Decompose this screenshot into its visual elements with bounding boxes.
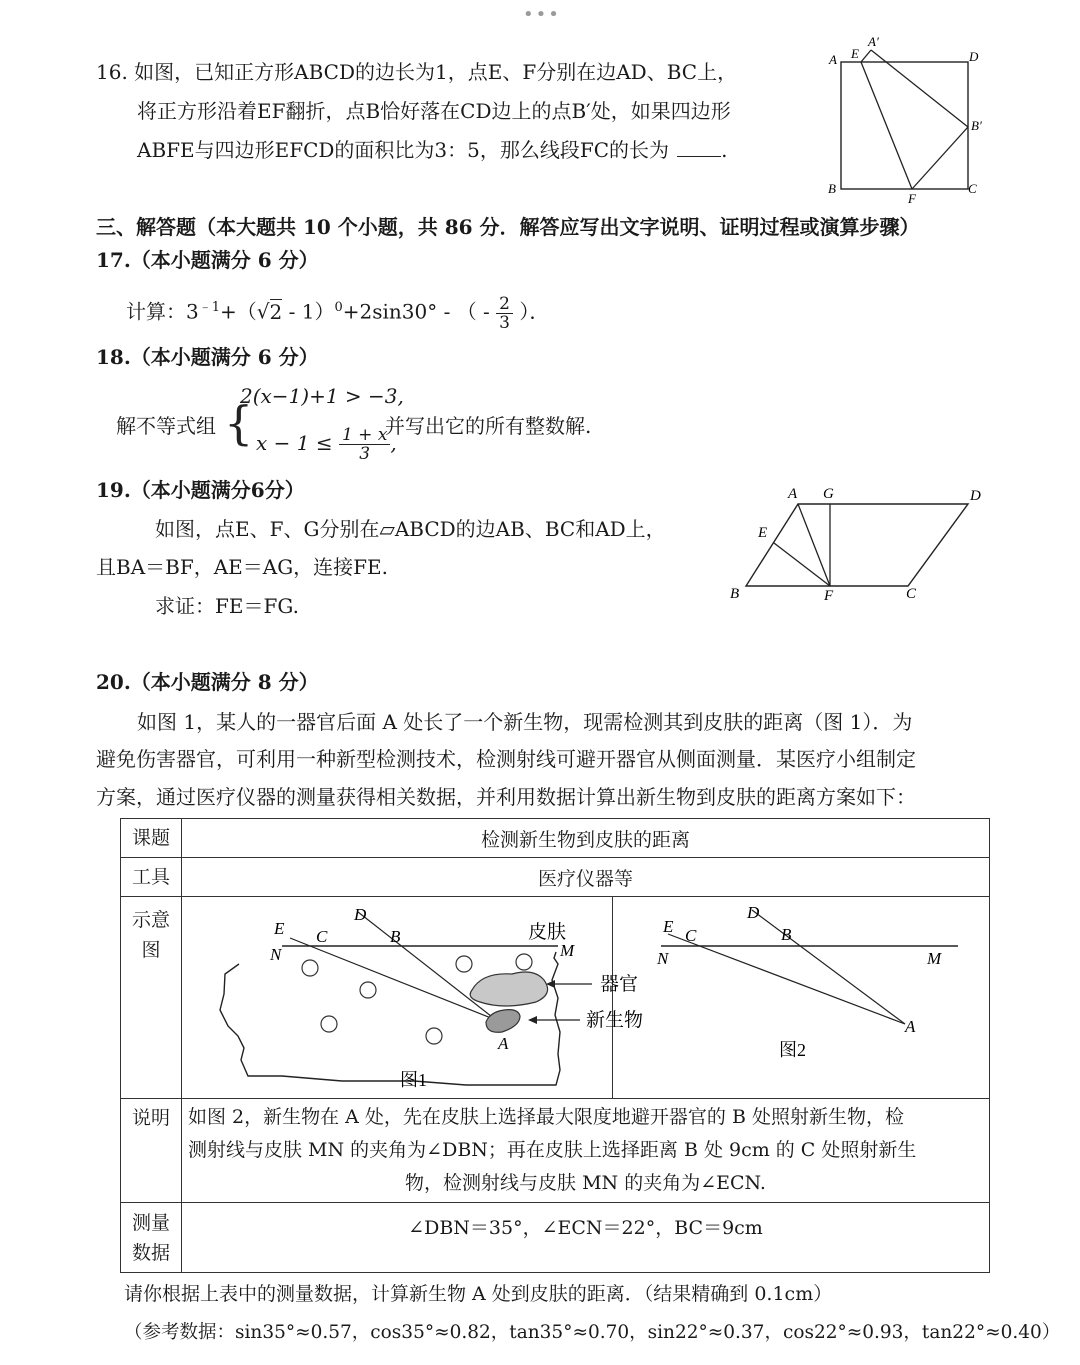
q17-exp1: ﹣1	[198, 300, 221, 315]
q17-fraction	[496, 295, 513, 332]
label-e: E	[758, 525, 768, 541]
note-cell	[182, 1099, 990, 1203]
skin-label: 皮肤	[528, 921, 567, 943]
organ-shape	[470, 972, 547, 1006]
fig1-label-n: N	[270, 944, 282, 964]
cell-circle	[456, 956, 472, 972]
q16-line-1	[96, 58, 737, 86]
data-value: ∠DBN＝35°，∠ECN＝22°，BC＝9cm	[182, 1203, 990, 1273]
fold-line-ef	[861, 62, 912, 189]
sqrt-symbol: √	[256, 299, 270, 324]
label-e: E	[851, 46, 859, 61]
cell-circle	[426, 1028, 442, 1044]
fig2-label-b: B	[781, 924, 792, 944]
q19-figure	[720, 478, 990, 606]
cell-circle	[302, 960, 318, 976]
q18-inequality-1: 2(x−1)+1 > −3,	[240, 384, 404, 408]
q17-suffix: ）．	[519, 299, 550, 324]
note-line-2: 测射线与皮肤 MN 的夹角为∠DBN；再在皮肤上选择距离 B 处 9cm 的 C 处照射新生	[188, 1139, 917, 1161]
q19-line-1: 如图，点E、F、G分别在▱ABCD的边AB、BC和AD上，	[155, 517, 666, 541]
q17-sqrt-val: 2	[269, 299, 283, 324]
data-label-2: 数据	[131, 1241, 170, 1264]
plan-table	[120, 818, 990, 1273]
q16-line-3	[137, 136, 727, 164]
q20-para-2: 避免伤害器官，可利用一种新型检测技术，检测射线可避开器官从侧面测量．某医疗小组制定	[96, 747, 916, 771]
tool-label: 工具	[121, 858, 182, 897]
label-b: B	[828, 181, 836, 196]
label-f: F	[908, 191, 916, 206]
fig1-caption: 图1	[400, 1069, 427, 1090]
fig2-label-a: A	[905, 1016, 916, 1036]
fig2-label-c: C	[685, 925, 697, 945]
tool-value: 医疗仪器等	[182, 858, 990, 897]
figure-1	[182, 898, 644, 1098]
cell-circle	[360, 982, 376, 998]
q20-title: 20.（本小题满分 8 分）	[96, 670, 319, 694]
fig2-caption: 图2	[779, 1039, 806, 1060]
parallelogram-abcd	[746, 504, 968, 586]
diagram-label-1: 示意	[131, 909, 170, 931]
q16-line-2: 将正方形沿着EF翻折，点B恰好落在CD边上的点B′处，如果四边形	[137, 99, 731, 123]
fig1-label-d: D	[354, 904, 367, 924]
figure-2	[613, 898, 989, 1098]
organ-label: 器官	[600, 973, 639, 995]
table-row-diagram	[121, 897, 990, 1099]
section-3-title: 三、解答题（本大题共 10 个小题，共 86 分．解答应写出文字说明、证明过程或演算步骤）	[96, 215, 920, 239]
q20-question: 请你根据上表中的测量数据，计算新生物 A 处到皮肤的距离．（结果精确到 0.1cm）	[124, 1283, 833, 1305]
data-label	[121, 1203, 182, 1273]
label-g: G	[823, 486, 834, 502]
q17-prefix: 计算：3	[126, 299, 199, 324]
q17-expression	[126, 294, 549, 332]
label-b-prime: B′	[971, 118, 982, 133]
data-label-1: 测量	[131, 1211, 170, 1234]
q17-title: 17.（本小题满分 6 分）	[96, 248, 319, 272]
label-a: A	[829, 52, 837, 67]
q16-figure	[815, 30, 995, 205]
ray-ea	[290, 938, 496, 1020]
brace-icon: {	[224, 396, 254, 450]
fig1-label-a: A	[498, 1033, 509, 1053]
q17-exp2: 0	[334, 300, 343, 315]
label-d: D	[969, 49, 979, 64]
label-a: A	[788, 486, 798, 502]
note-line-3: 物，检测射线与皮肤 MN 的夹角为∠ECN.	[405, 1172, 766, 1194]
q19-title: 19.（本小题满分6分）	[96, 478, 305, 502]
growth-arrow-head	[528, 1016, 537, 1024]
ray-da	[752, 910, 905, 1024]
q20-reference: （参考数据：sin35°≈0.57，cos35°≈0.82，tan35°≈0.70，sin22°≈0.37，cos22°≈0.93，tan22°≈0.40）	[124, 1322, 1061, 1343]
q20-para-1: 如图 1，某人的一器官后面 A 处长了一个新生物，现需检测其到皮肤的距离（图 1）．为	[137, 710, 913, 734]
q16-number: 16.	[96, 60, 128, 84]
fig1-label-b: B	[390, 926, 401, 946]
label-f: F	[824, 588, 834, 604]
cell-circle	[516, 954, 532, 970]
q19-line-3: 求证：FE＝FG.	[155, 594, 299, 618]
label-c: C	[906, 586, 917, 602]
menu-dots-icon[interactable]: •••	[523, 4, 561, 25]
table-row-note	[121, 1099, 990, 1203]
q20-para-3: 方案，通过医疗仪器的测量获得相关数据，并利用数据计算出新生物到皮肤的距离方案如下：	[96, 785, 916, 809]
ineq2-num: 1 + x	[339, 426, 390, 445]
fig1-label-e: E	[274, 918, 285, 938]
segment-fb-prime	[912, 127, 968, 189]
q18-lead: 解不等式组	[116, 414, 216, 438]
answer-blank	[677, 138, 721, 157]
cell-circle	[321, 1016, 337, 1032]
label-c: C	[968, 181, 977, 196]
fig2-label-e: E	[663, 916, 674, 936]
segment-ea-prime	[861, 50, 871, 62]
ineq2-left: x − 1 ≤	[256, 431, 333, 455]
diagram-label	[121, 897, 182, 1099]
fig1-label-m: M	[560, 940, 575, 960]
fig2-label-m: M	[927, 948, 942, 968]
q18-inequality-2	[256, 426, 397, 463]
table-row-tool	[121, 858, 990, 897]
fig1-label-c: C	[316, 926, 328, 946]
ineq2-tail: ,	[390, 431, 397, 455]
q17-part3: - 1）	[282, 299, 335, 324]
label-d: D	[970, 488, 981, 504]
q19-line-2: 且BA＝BF，AE＝AG，连接FE.	[96, 555, 389, 579]
q16-text-1: 如图，已知正方形ABCD的边长为1，点E、F分别在边AD、BC上，	[134, 60, 738, 84]
fig2-label-d: D	[747, 902, 760, 922]
table-row-topic	[121, 819, 990, 858]
ineq2-fraction	[339, 426, 390, 463]
q18-title: 18.（本小题满分 6 分）	[96, 345, 319, 369]
label-b: B	[730, 586, 740, 602]
diagram-label-2: 图	[141, 939, 161, 961]
q17-part4: +2sin30° - （ -	[342, 299, 490, 324]
q17-part2: +（	[220, 299, 257, 324]
ray-ea	[668, 934, 905, 1024]
frac-den: 3	[499, 312, 510, 333]
ineq2-den: 3	[359, 444, 371, 464]
q16-text-3-end: .	[721, 138, 728, 162]
note-label: 说明	[121, 1099, 182, 1203]
table-row-data	[121, 1203, 990, 1273]
frac-num: 2	[496, 295, 513, 314]
q18-tail: 并写出它的所有整数解.	[385, 414, 592, 438]
topic-value: 检测新生物到皮肤的距离	[182, 819, 990, 858]
label-a-prime: A′	[868, 34, 879, 49]
growth-shape	[486, 1009, 520, 1032]
figure-1-cell	[182, 897, 644, 1099]
q16-text-3: ABFE与四边形EFCD的面积比为3：5，那么线段FC的长为	[137, 138, 670, 162]
fig2-label-n: N	[657, 948, 669, 968]
note-line-1: 如图 2，新生物在 A 处，先在皮肤上选择最大限度地避开器官的 B 处照射新生物，检	[188, 1106, 904, 1128]
topic-label: 课题	[121, 819, 182, 858]
figure-2-cell	[613, 897, 990, 1099]
growth-label: 新生物	[586, 1009, 644, 1031]
ray-da	[358, 912, 496, 1020]
